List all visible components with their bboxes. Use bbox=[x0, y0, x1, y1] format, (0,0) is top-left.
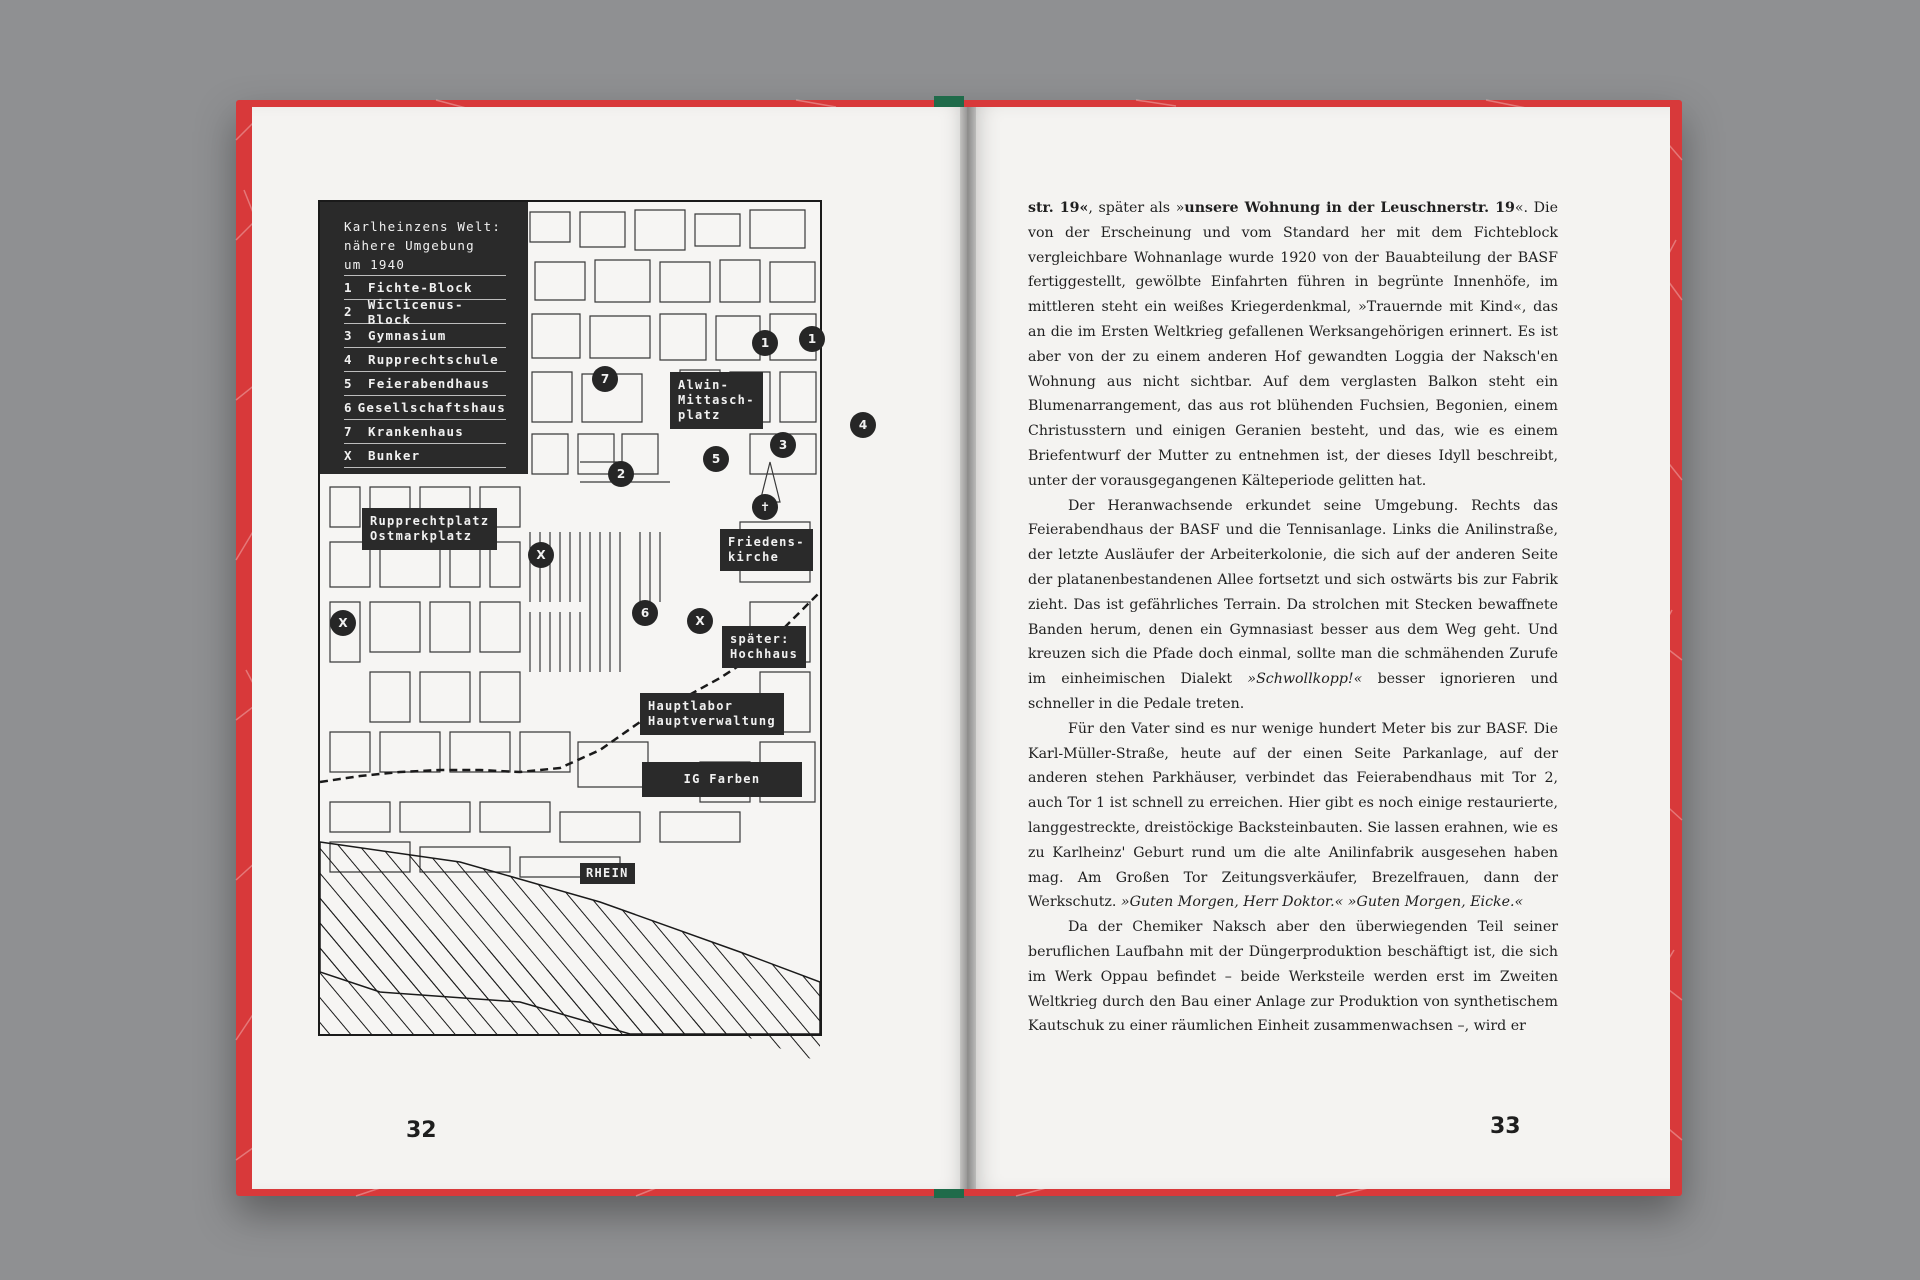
label-rupprechtplatz: Rupprechtplatz Ostmarkplatz bbox=[362, 508, 497, 550]
label-rhein: RHEIN bbox=[580, 863, 635, 884]
legend-item-label: Krankenhaus bbox=[368, 424, 464, 439]
label-ig-farben: IG Farben bbox=[642, 762, 802, 797]
legend-item-number: 7 bbox=[344, 424, 353, 439]
paragraph-2 bbox=[1028, 494, 1558, 717]
text-fragment: , später als » bbox=[1088, 200, 1185, 216]
legend-item bbox=[344, 443, 506, 468]
paragraph-1 bbox=[1028, 196, 1558, 494]
marker-x-bunker: X bbox=[330, 610, 356, 636]
legend-item-number: 4 bbox=[344, 352, 353, 367]
legend-title-line-1: Karlheinzens Welt: bbox=[344, 219, 502, 234]
page-number-left: 32 bbox=[406, 1118, 437, 1143]
legend-item-label: Gymnasium bbox=[368, 328, 447, 343]
marker-1-fichte-block: 1 bbox=[752, 330, 778, 356]
legend-item-label: Fichte-Block bbox=[368, 280, 473, 295]
text-fragment: Der Heranwachsende erkundet seine Umgebung. Rechts das Feierabendhaus der BASF und die Tennisanlage. Links die Anilinstraße, der letzte Ausläufer der Arbeiterkolonie, die sich auf der anderen Seite der platanenbestandenen Allee fortsetzt und sich ostwärts bis zur Fabrik zieht. Das ist gefährliches Terrain. Da strolchen mit Stecken bewaffnete Banden herum, denen ein Gymnasiast besser aus dem Weg geht. Und kreuzen sich die Pfade doch einmal, sollte man die schmähenden Zurufe im einheimischen Dialekt bbox=[1028, 497, 1558, 688]
marker-x-bunker: X bbox=[528, 542, 554, 568]
marker-4-rupprechtschule: 4 bbox=[850, 412, 876, 438]
legend-item-number: 3 bbox=[344, 328, 353, 343]
legend-item bbox=[344, 347, 506, 371]
legend-item-label: Rupprechtschule bbox=[368, 352, 499, 367]
legend-item bbox=[344, 419, 506, 443]
marker-3-gymnasium: 3 bbox=[770, 432, 796, 458]
legend-item-label: Feierabendhaus bbox=[368, 376, 491, 391]
marker-5-feierabendhaus: 5 bbox=[703, 446, 729, 472]
marker-6-gesellschaftshaus: 6 bbox=[632, 600, 658, 626]
label-friedenskirche: Friedens- kirche bbox=[720, 529, 813, 571]
marker-x-bunker: X bbox=[687, 608, 713, 634]
marker-7-krankenhaus: 7 bbox=[592, 366, 618, 392]
text-bold-fragment: str. 19« bbox=[1028, 200, 1089, 216]
text-fragment: Für den Vater sind es nur wenige hundert Meter bis zur BASF. Die Karl-Müller-Straße, heute auf der einen Seite Parkanlage, auf der anderen stehen Parkhäuser, verbindet das Feierabendhaus mit Tor 2, auch Tor 1 ist schnell zu erreichen. Hier gibt es noch einige restaurierte, langgestreckte, dreistöckige Backsteinbauten. Sie lassen erahnen, wie es zu Karlheinz' Geburt rund um die alte Anilinfabrik ausgesehen haben mag. Am Großen Tor Zeitungsverkäufer, Brezelfrauen, dann der Werkschutz. bbox=[1028, 720, 1558, 911]
legend-title-line-2: nähere Umgebung bbox=[344, 238, 475, 253]
legend-item-label: Gesellschaftshaus bbox=[357, 400, 506, 415]
legend-item bbox=[344, 296, 506, 327]
page-number-right: 33 bbox=[1490, 1114, 1521, 1139]
legend-item-number: 1 bbox=[344, 280, 353, 295]
label-hochhaus: später: Hochhaus bbox=[722, 626, 806, 668]
legend-item-number: 2 bbox=[344, 304, 353, 319]
legend-item bbox=[344, 395, 506, 419]
book-gutter bbox=[960, 107, 976, 1189]
label-hauptlabor: Hauptlabor Hauptverwaltung bbox=[640, 693, 784, 735]
legend-item bbox=[344, 275, 506, 299]
legend-item-number: 5 bbox=[344, 376, 353, 391]
legend-item-number: X bbox=[344, 448, 353, 463]
text-bold-fragment: unsere Wohnung in der Leuschnerstr. 19 bbox=[1184, 200, 1515, 216]
text-italic-fragment: »Schwollkopp!« bbox=[1247, 671, 1363, 688]
marker-2-wiclicenus-block: 2 bbox=[608, 461, 634, 487]
legend-item-number: 6 bbox=[344, 400, 353, 415]
legend-item bbox=[344, 323, 506, 347]
label-alwin-mittasch-platz: Alwin- Mittasch- platz bbox=[670, 372, 763, 429]
legend-item bbox=[344, 371, 506, 395]
legend-item-label: Bunker bbox=[368, 448, 421, 463]
map-legend bbox=[320, 202, 528, 474]
neighborhood-map bbox=[318, 200, 868, 1036]
paragraph-4: Da der Chemiker Naksch aber den überwiegenden Teil seiner beruflichen Laufbahn mit der Düngerproduktion beschäftigt ist, die sich im Werk Oppau befindet – beide Werksteile werden erst im Zweiten Weltkrieg durch den Bau einer Anlage zur Produktion von synthetischem Kautschuk zu einer räumlichen Einheit zusammenwachsen –, wird er bbox=[1028, 919, 1558, 1035]
paragraph-3 bbox=[1028, 717, 1558, 915]
text-fragment: «. Die von der Erscheinung und vom Standard her mit dem Fichteblock vergleichbare Wohnanlage wurde 1920 von der Bauabteilung der BASF fertiggestellt, gewölbte Einfahrten führen in begrünte Innenhöfe, im mittleren steht ein weißes Kriegerdenkmal, »Trauernde mit Kind«, das an die im Ersten Weltkrieg gefallenen Werksangehörigen erinnert. Es ist aber von der zu einem anderen Hof gewandten Loggia der Naksch'en Wohnung aus nicht sichtbar. Auf dem verglasten Balkon steht ein Blumenarrangement, das aus rot blühenden Fuchsien, Begonien, einem Christusstern und einigen Geranien besteht, und das, wie es einem Briefentwurf der Mutter zu entnehmen ist, der dieses Idyll beschreibt, unter der vorausgegangenen Kälteperiode gelitten hat. bbox=[1028, 200, 1558, 489]
legend-item-label: Wiclicenus-Block bbox=[367, 296, 464, 327]
body-text bbox=[1028, 196, 1558, 1039]
text-italic-fragment: »Guten Morgen, Herr Doktor.« »Guten Morgen, Eicke.« bbox=[1120, 894, 1524, 911]
text-fragment: besser ignorieren und schneller in die Pedale treten. bbox=[1028, 671, 1558, 712]
marker-church-cross: ✝ bbox=[752, 494, 778, 520]
marker-1-fichte-block: 1 bbox=[799, 326, 825, 352]
legend-title-line-3: um 1940 bbox=[344, 257, 406, 272]
